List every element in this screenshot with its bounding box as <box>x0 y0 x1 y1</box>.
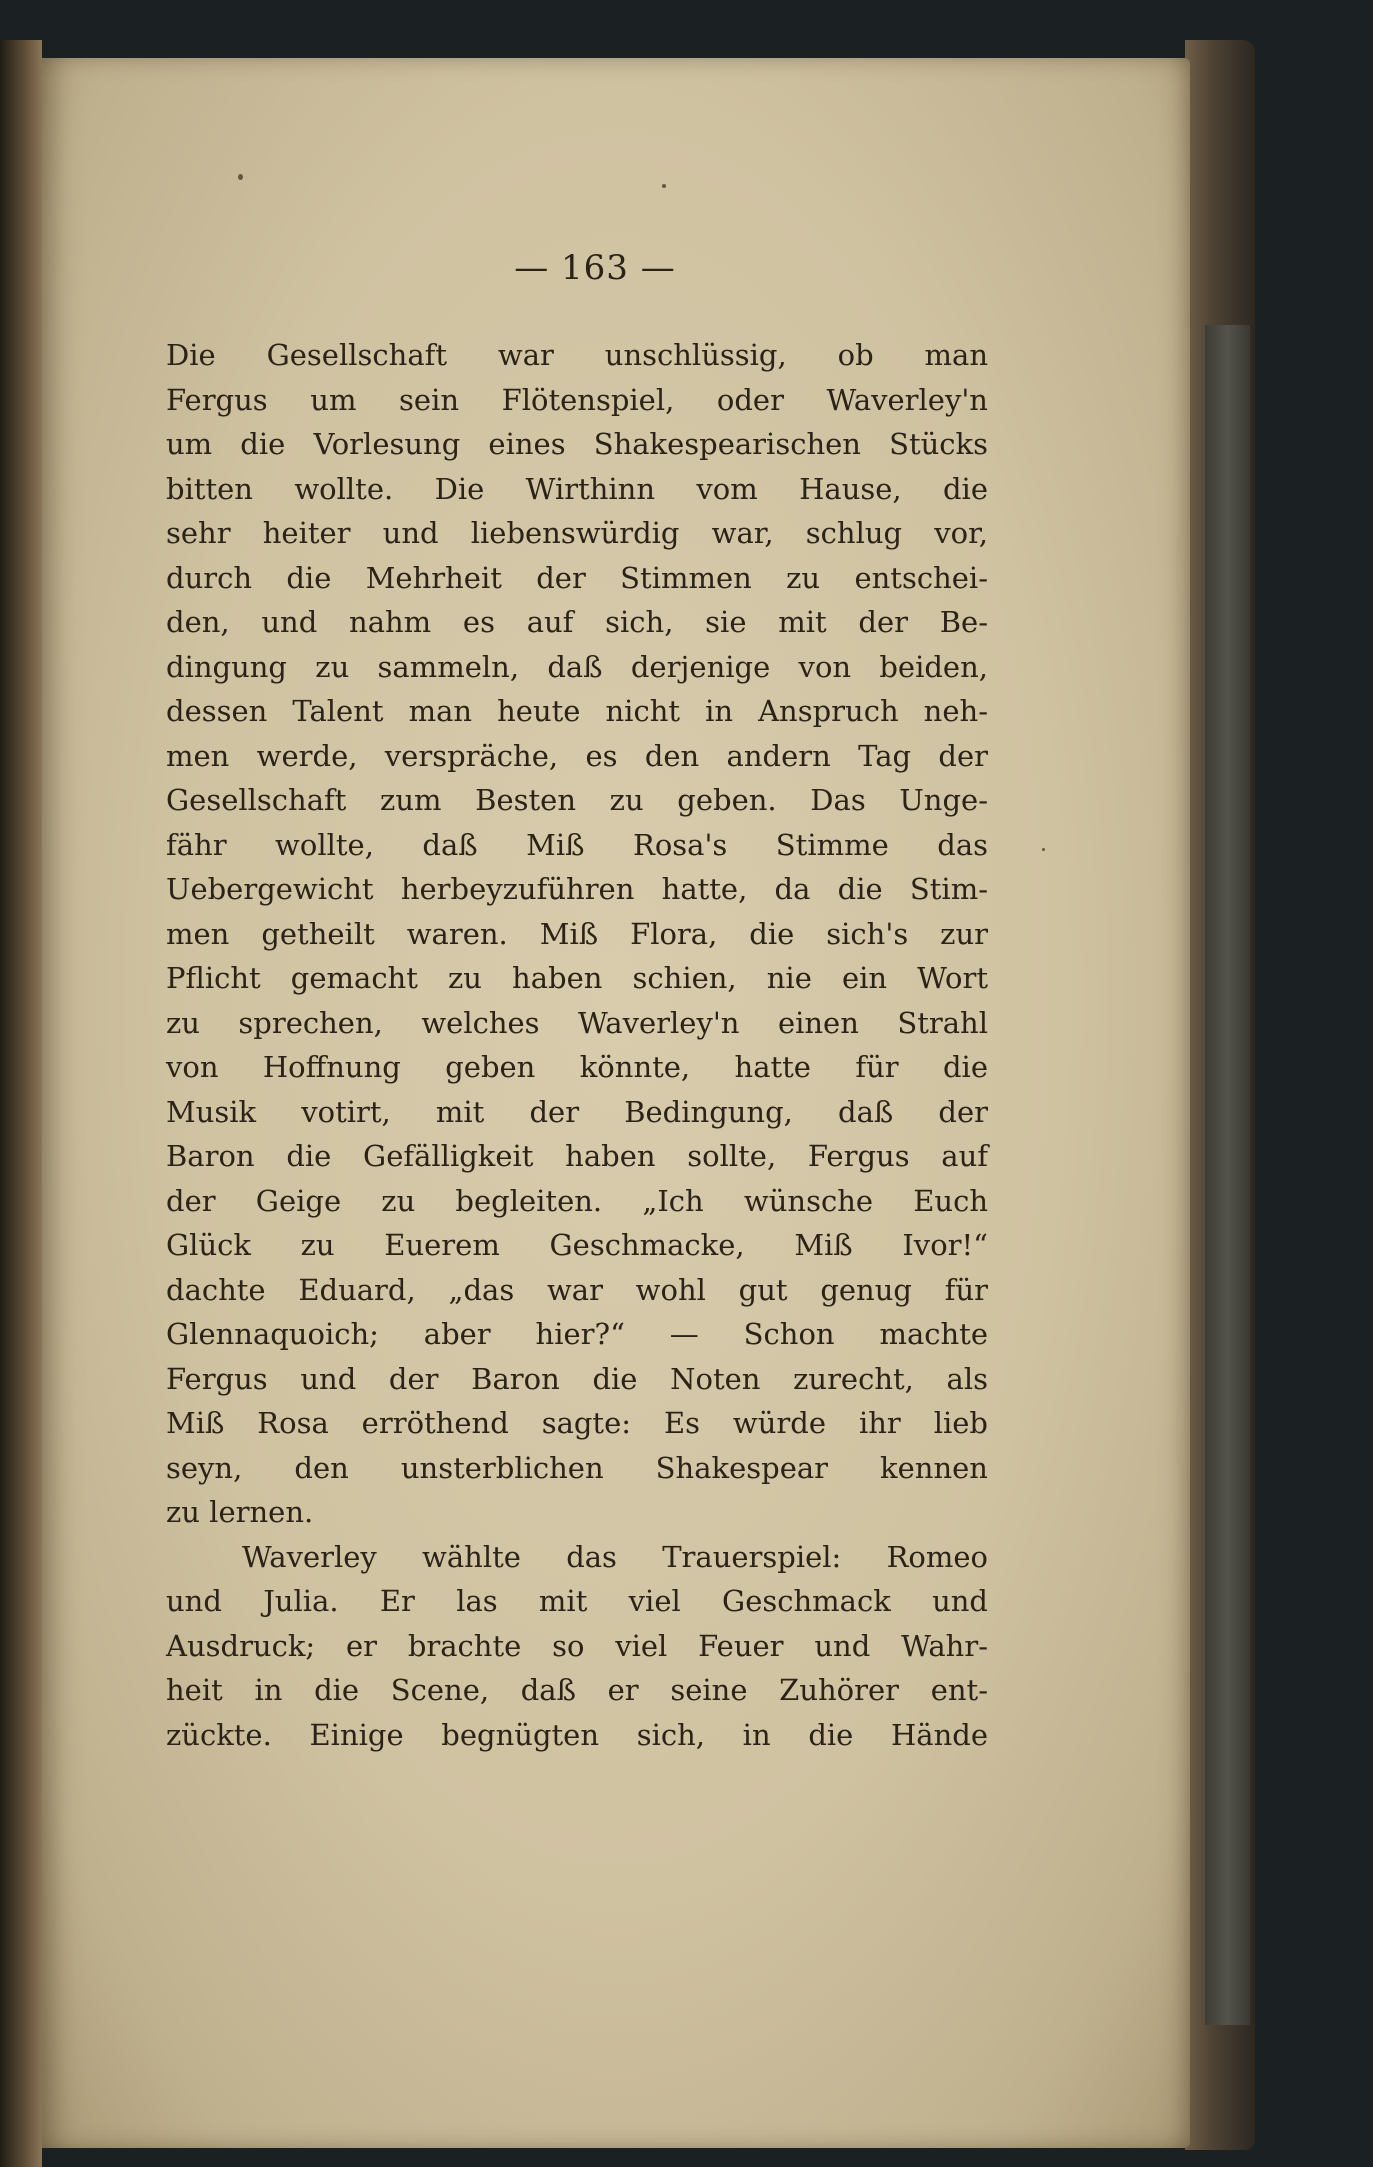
text-line: um die Vorlesung eines Shakespearischen Stücks <box>166 427 988 461</box>
text-line: den, und nahm es auf sich, sie mit der Be- <box>166 605 988 639</box>
text-line: men getheilt waren. Miß Flora, die sich's zur <box>166 916 988 951</box>
text-line: Ausdruck; er brachte so viel Feuer und Wahr- <box>166 1628 988 1663</box>
text-line: Fergus und der Baron die Noten zurecht, als <box>166 1361 988 1396</box>
book-cover-left-edge <box>0 40 42 2167</box>
text-line: Fergus um sein Flötenspiel, oder Waverley'n <box>166 382 988 417</box>
text-line: zu sprechen, welches Waverley'n einen Strahl <box>166 1005 988 1040</box>
text-line: zückte. Einige begnügten sich, in die Hände <box>166 1717 988 1752</box>
text-line: durch die Mehrheit der Stimmen zu entschei- <box>166 560 988 595</box>
book-spine-strip <box>1205 325 1250 2025</box>
text-line: Glück zu Euerem Geschmacke, Miß Ivor!“ <box>166 1228 988 1262</box>
text-line: Miß Rosa erröthend sagte: Es würde ihr lieb <box>166 1406 988 1440</box>
text-line: heit in die Scene, daß er seine Zuhörer ent- <box>166 1673 988 1707</box>
text-line: Gesellschaft zum Besten zu geben. Das Unge- <box>166 783 988 817</box>
text-line: sehr heiter und liebenswürdig war, schlug vor, <box>166 516 988 550</box>
text-line: dingung zu sammeln, daß derjenige von beiden, <box>166 649 988 684</box>
text-line: zu lernen. <box>166 1495 314 1529</box>
text-line: Pflicht gemacht zu haben schien, nie ein Wort <box>166 961 988 995</box>
text-line: Uebergewicht herbeyzuführen hatte, da die Stim- <box>166 872 988 906</box>
text-line: Die Gesellschaft war unschlüssig, ob man <box>166 338 988 372</box>
text-line: fähr wollte, daß Miß Rosa's Stimme das <box>166 827 988 862</box>
text-line: der Geige zu begleiten. „Ich wünsche Euch <box>166 1183 988 1218</box>
page-number: — 163 — <box>514 248 676 288</box>
paper-speck <box>662 184 666 188</box>
text-line: bitten wollte. Die Wirthinn vom Hause, die <box>166 471 988 506</box>
text-line: seyn, den unsterblichen Shakespear kennen <box>166 1450 988 1485</box>
paragraph-start-line: Waverley wählte das Trauerspiel: Romeo <box>242 1539 988 1574</box>
text-line: und Julia. Er las mit viel Geschmack und <box>166 1584 988 1618</box>
paper-speck <box>1042 848 1045 851</box>
body-text <box>166 333 988 1757</box>
text-line: dessen Talent man heute nicht in Anspruch neh- <box>166 694 988 728</box>
text-line: von Hoffnung geben könnte, hatte für die <box>166 1050 988 1084</box>
text-line: dachte Eduard, „das war wohl gut genug für <box>166 1272 988 1307</box>
text-line: men werde, verspräche, es den andern Tag der <box>166 738 988 773</box>
text-line: Baron die Gefälligkeit haben sollte, Fergus auf <box>166 1139 988 1173</box>
paper-speck <box>238 174 243 180</box>
text-line: Musik votirt, mit der Bedingung, daß der <box>166 1094 988 1129</box>
text-line: Glennaquoich; aber hier?“ — Schon machte <box>166 1317 988 1351</box>
